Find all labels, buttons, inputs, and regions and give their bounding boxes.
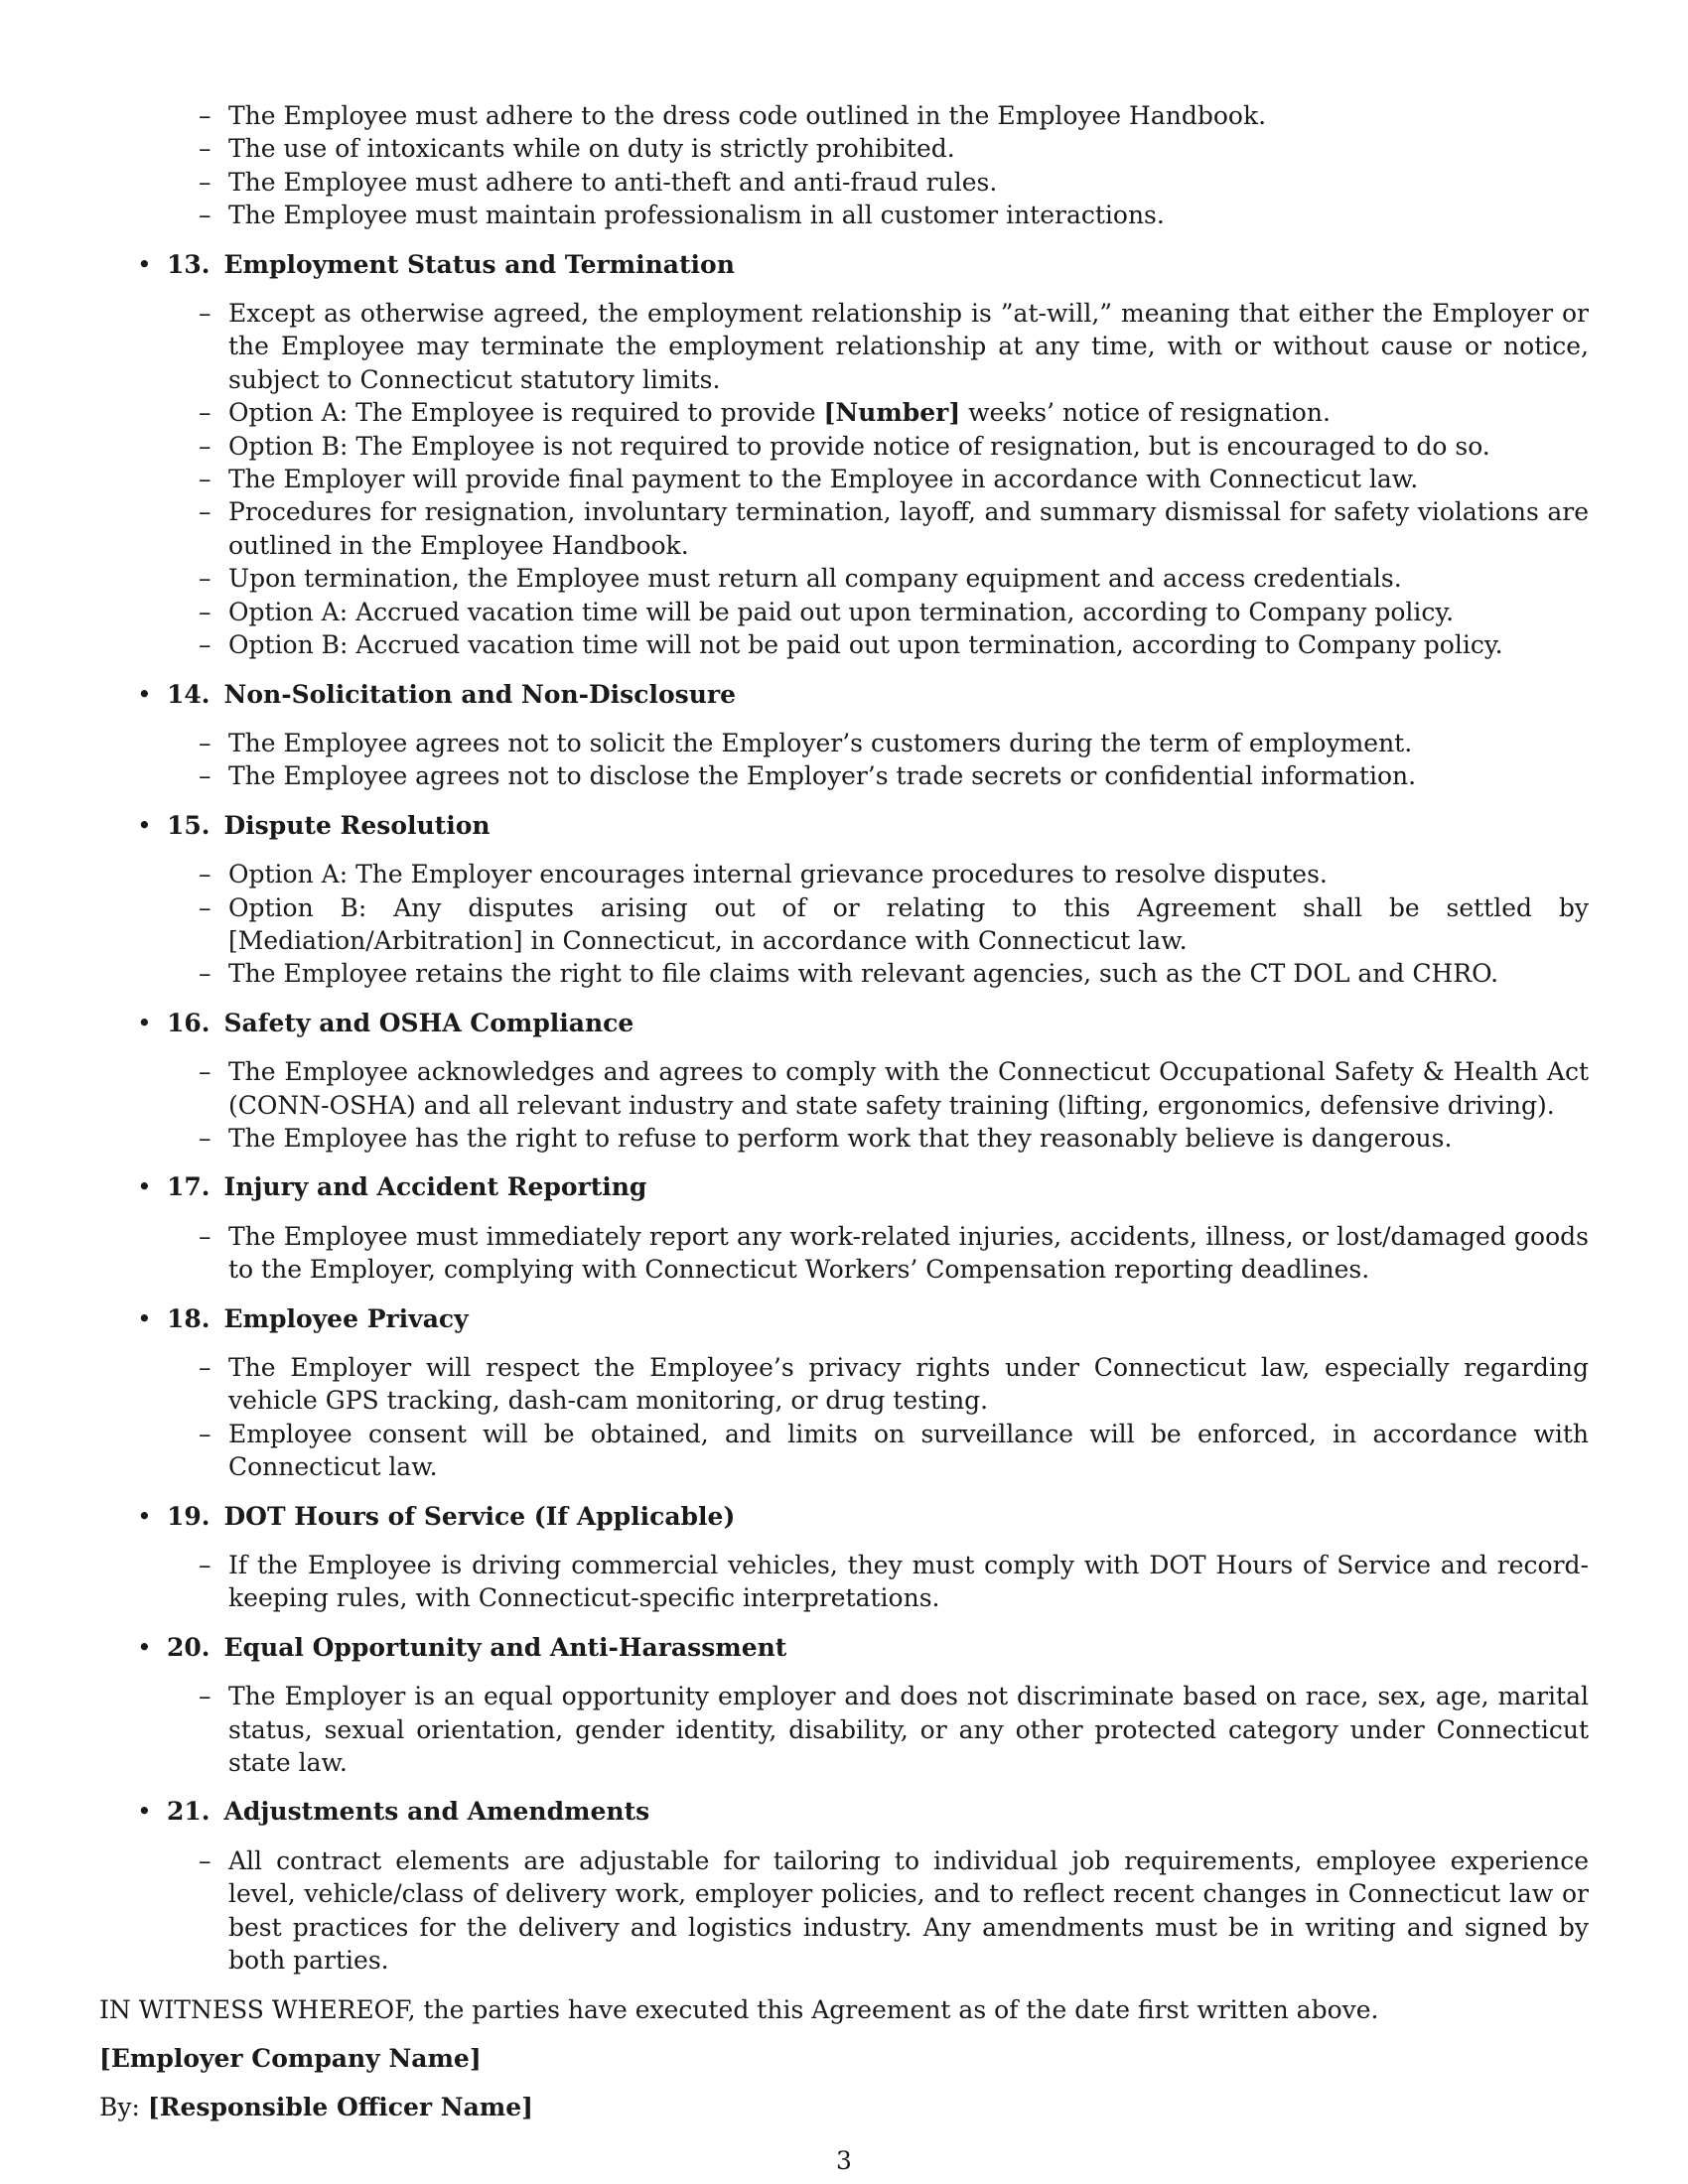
dash-icon: – xyxy=(199,761,211,791)
list-item: – Procedures for resignation, involuntary termination, layoff, and summary dismissal for safety violations are outlined in the Employee Handbook. xyxy=(199,497,1589,560)
list-item: – If the Employee is driving commercial vehicles, they must comply with DOT Hours of Service and record-keeping rules, with Connecticut-specific interpretations. xyxy=(199,1551,1589,1613)
bullet-icon: • xyxy=(137,1797,152,1827)
list-item: – Option A: The Employee is required to provide [Number] weeks’ notice of resignation. xyxy=(228,396,1589,429)
dash-icon: – xyxy=(199,728,211,757)
list-item: – The Employee must maintain professionalism in all customer interactions. xyxy=(228,199,1589,231)
bullet-icon: • xyxy=(137,1501,152,1531)
dash-icon: – xyxy=(199,564,211,594)
list-item: – The Employee agrees not to disclose the Employer’s trade secrets or confidential information. xyxy=(228,759,1589,792)
dash-icon: – xyxy=(199,201,211,230)
dash-icon: – xyxy=(199,630,211,660)
list-item: – The Employer will provide final payment to the Employee in accordance with Connecticut law. xyxy=(228,463,1589,495)
list-item: – The Employee acknowledges and agrees to comply with the Connecticut Occupational Safety & Health Act (CONN-OSHA) and all relevant industry and state safety training (lifting, ergonomics, defensive driving). xyxy=(199,1057,1589,1120)
dash-icon: – xyxy=(199,1221,211,1251)
list-item: – All contract elements are adjustable for tailoring to individual job requirements, employee experience level, vehicle/class of delivery work, employer policies, and to reflect recent changes in Connecticut law or best practices for the delivery and logistics industry. Any amendments must be in writing and signed by both parties. xyxy=(199,1845,1589,1976)
dash-icon: – xyxy=(199,892,211,922)
list-item: – The use of intoxicants while on duty is strictly prohibited. xyxy=(228,132,1589,165)
officer-name-placeholder: [Responsible Officer Name] xyxy=(147,2093,533,2122)
list-item: – Option B: The Employee is not required to provide notice of resignation, but is encouraged to do so. xyxy=(228,430,1589,463)
page-number: 3 xyxy=(836,2146,852,2175)
bullet-icon: • xyxy=(137,1632,152,1662)
dash-icon: – xyxy=(199,167,211,197)
bullet-icon: • xyxy=(137,679,152,709)
section-14-heading: • 14. Non-Solicitation and Non-Disclosure xyxy=(99,678,1589,711)
dash-icon: – xyxy=(199,1551,211,1580)
section-13-list xyxy=(99,297,1589,661)
bullet-icon: • xyxy=(137,810,152,840)
dash-icon: – xyxy=(199,431,211,461)
dash-icon: – xyxy=(199,101,211,130)
list-item: – The Employee must immediately report any work-related injuries, accidents, illness, or lost/damaged goods to the Employer, complying with Connecticut Workers’ Compensation reporting deadlines. xyxy=(199,1221,1589,1285)
dash-icon: – xyxy=(199,860,211,889)
list-item: – Option A: Accrued vacation time will be paid out upon termination, according to Company policy. xyxy=(228,596,1589,628)
section-18-list xyxy=(99,1351,1589,1484)
section-17-heading: • 17. Injury and Accident Reporting xyxy=(99,1170,1589,1203)
section-20-heading: • 20. Equal Opportunity and Anti-Harassment xyxy=(99,1631,1589,1664)
dash-icon: – xyxy=(199,1057,211,1087)
list-item: – The Employer is an equal opportunity employer and does not discriminate based on race, sex, age, marital status, sexual orientation, gender identity, disability, or any other protected category under Connecticut state law. xyxy=(199,1682,1589,1778)
bullet-icon: • xyxy=(137,1172,152,1202)
dash-icon: – xyxy=(199,1845,211,1875)
list-item: – Employee consent will be obtained, and limits on surveillance will be enforced, in accordance with Connecticut law. xyxy=(199,1419,1589,1482)
witness-statement: IN WITNESS WHEREOF, the parties have executed this Agreement as of the date first written above. xyxy=(99,1994,1379,2024)
list-item: – The Employee agrees not to solicit the Employer’s customers during the term of employment. xyxy=(228,727,1589,759)
employer-name-placeholder: [Employer Company Name] xyxy=(99,2043,482,2073)
bullet-icon: • xyxy=(137,249,152,279)
list-item: – The Employee retains the right to file claims with relevant agencies, such as the CT DOL and CHRO. xyxy=(228,957,1589,990)
section-16-heading: • 16. Safety and OSHA Compliance xyxy=(99,1007,1589,1039)
list-item: – Option B: Any disputes arising out of or relating to this Agreement shall be settled by [Mediation/Arbitration] in Connecticut, in accordance with Connecticut law. xyxy=(199,892,1589,955)
dash-icon: – xyxy=(199,497,211,527)
section-19-heading: • 19. DOT Hours of Service (If Applicable) xyxy=(99,1500,1589,1533)
section-19-list xyxy=(99,1549,1589,1615)
list-item: – The Employee must adhere to the dress code outlined in the Employee Handbook. xyxy=(228,99,1589,132)
section-13-heading: • 13. Employment Status and Termination xyxy=(99,248,1589,281)
list-item: – Upon termination, the Employee must return all company equipment and access credentials. xyxy=(228,562,1589,595)
bullet-icon: • xyxy=(137,1008,152,1037)
dash-icon: – xyxy=(199,959,211,989)
dash-icon: – xyxy=(199,465,211,494)
section-15-list xyxy=(99,858,1589,991)
list-item: – Option A: The Employer encourages internal grievance procedures to resolve disputes. xyxy=(228,858,1589,890)
notice-placeholder: [Number] xyxy=(823,398,961,428)
by-label: By: xyxy=(99,2093,140,2122)
section-14-list xyxy=(99,727,1589,793)
dash-icon: – xyxy=(199,1419,211,1448)
section-18-heading: • 18. Employee Privacy xyxy=(99,1302,1589,1335)
bullet-icon: • xyxy=(137,1303,152,1333)
section-20-list xyxy=(99,1680,1589,1779)
list-item: – The Employer will respect the Employee’s privacy rights under Connecticut law, especially regarding vehicle GPS tracking, dash-cam monitoring, or drug testing. xyxy=(199,1353,1589,1416)
dash-icon: – xyxy=(199,1682,211,1711)
document-page xyxy=(99,99,1589,2124)
section-15-heading: • 15. Dispute Resolution xyxy=(99,809,1589,842)
list-item: – Option B: Accrued vacation time will not be paid out upon termination, according to Company policy. xyxy=(228,628,1589,661)
list-item: – The Employee has the right to refuse to perform work that they reasonably believe is dangerous. xyxy=(228,1122,1589,1155)
section-21-heading: • 21. Adjustments and Amendments xyxy=(99,1795,1589,1828)
section-17-list xyxy=(99,1220,1589,1287)
signature-line xyxy=(99,2091,1589,2123)
dash-icon: – xyxy=(199,1123,211,1153)
dash-icon: – xyxy=(199,1353,211,1382)
list-item: – The Employee must adhere to anti-theft and anti-fraud rules. xyxy=(228,166,1589,199)
section-21-list xyxy=(99,1844,1589,1978)
dash-icon: – xyxy=(199,597,211,626)
intro-list xyxy=(99,99,1589,232)
list-item: – Except as otherwise agreed, the employment relationship is ”at-will,” meaning that either the Employer or the Employee may terminate the employment relationship at any time, with or without cause or notice, subject to Connecticut statutory limits. xyxy=(199,299,1589,394)
dash-icon: – xyxy=(199,299,211,329)
dash-icon: – xyxy=(199,398,211,428)
dash-icon: – xyxy=(199,134,211,164)
section-16-list xyxy=(99,1055,1589,1155)
